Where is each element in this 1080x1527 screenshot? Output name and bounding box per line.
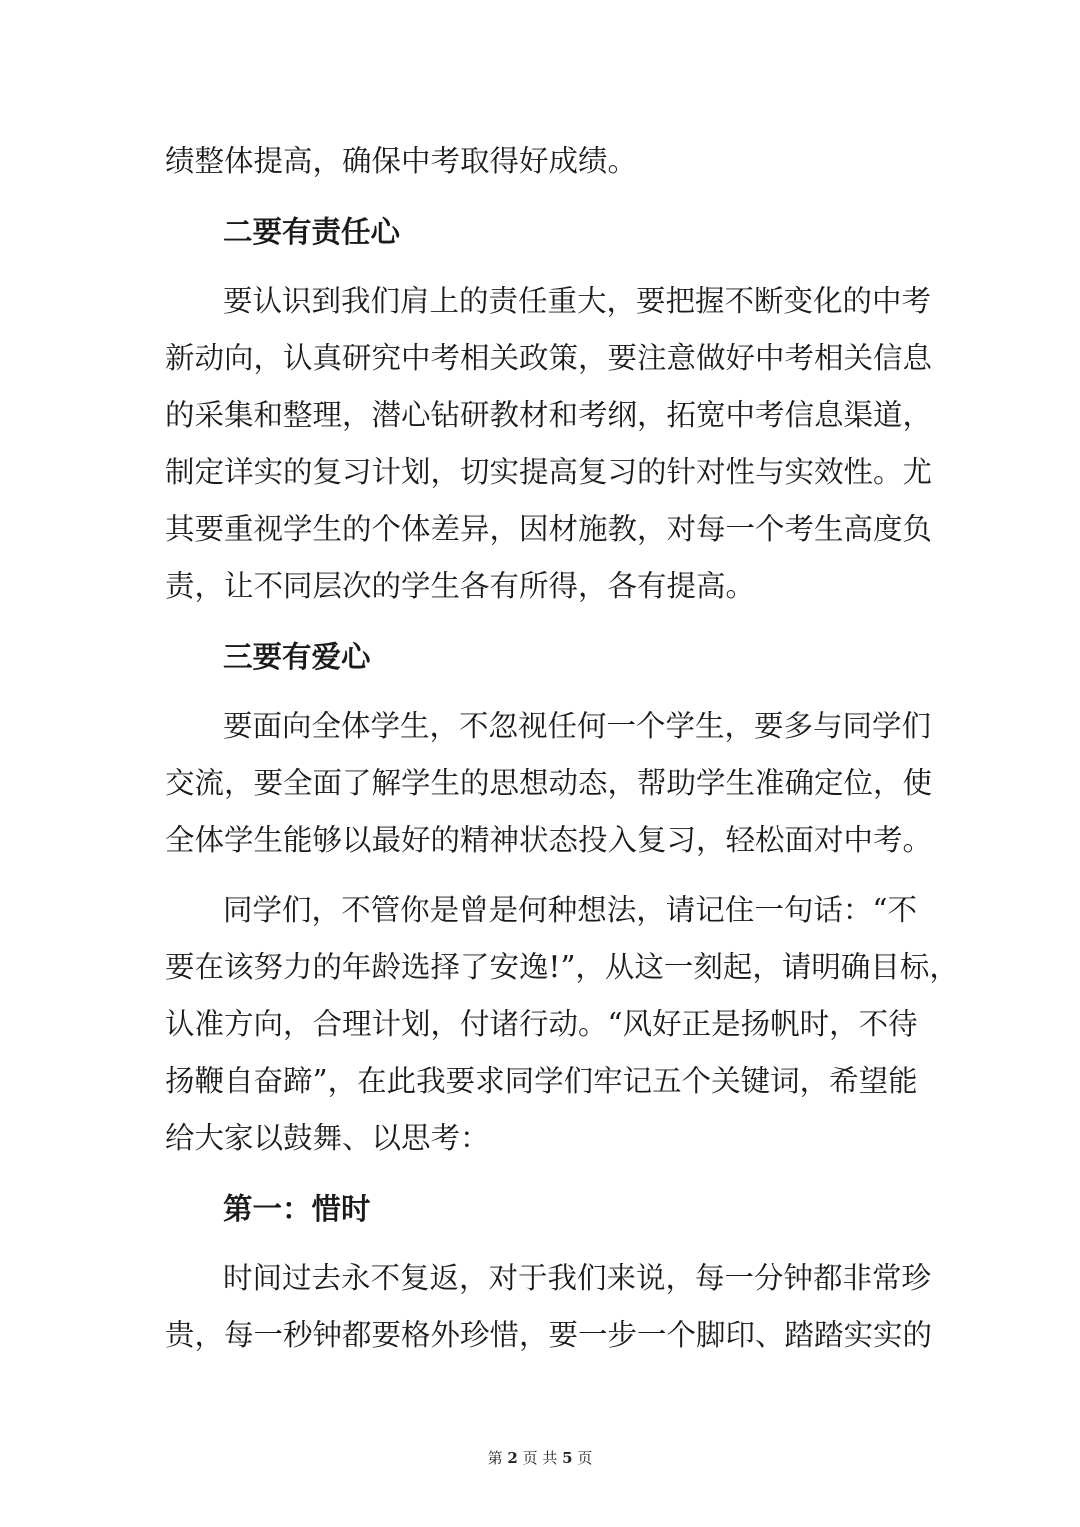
paragraph-line: 责，让不同层次的学生各有所得，各有提高。 [165,569,756,603]
paragraph-line: 全体学生能够以最好的精神状态投入复习，轻松面对中考。 [165,823,933,857]
paragraph-line: 其要重视学生的个体差异，因材施教，对每一个考生高度负 [165,512,933,546]
section-heading: 第一：惜时 [223,1191,371,1226]
paragraph-line: 制定详实的复习计划，切实提高复习的针对性与实效性。尤 [165,455,933,489]
current-page-number: 2 [507,1449,518,1467]
paragraph-line: 时间过去永不复返，对于我们来说，每一分钟都非常珍 [223,1261,932,1295]
paragraph-line: 给大家以鼓舞、以思考： [165,1121,490,1155]
paragraph-line: 新动向，认真研究中考相关政策，要注意做好中考相关信息 [165,341,933,375]
paragraph-line: 交流，要全面了解学生的思想动态，帮助学生准确定位，使 [165,766,933,800]
paragraph-line: 认准方向，合理计划，付诸行动。“风好正是扬帆时，不待 [165,1007,918,1041]
paragraph-line: 的采集和整理，潜心钻研教材和考纲，拓宽中考信息渠道， [165,398,933,432]
paragraph-line: 绩整体提高，确保中考取得好成绩。 [165,144,638,178]
paragraph-line: 要认识到我们肩上的责任重大，要把握不断变化的中考 [223,284,932,318]
section-heading: 三要有爱心 [223,639,371,674]
paragraph-line: 要在该努力的年龄选择了安逸!”，从这一刻起，请明确目标， [165,950,959,984]
paragraph-line: 贵，每一秒钟都要格外珍惜，要一步一个脚印、踏踏实实的 [165,1318,933,1352]
total-pages-number: 5 [562,1449,573,1467]
page-footer [0,1447,1080,1468]
paragraph-line: 要面向全体学生，不忽视任何一个学生，要多与同学们 [223,709,932,743]
footer-suffix: 页 [572,1449,593,1467]
footer-prefix: 第 [487,1449,508,1467]
section-heading: 二要有责任心 [223,214,401,249]
footer-middle: 页 共 [517,1449,563,1467]
paragraph-line: 扬鞭自奋蹄”，在此我要求同学们牢记五个关键词，希望能 [165,1064,918,1098]
paragraph-line: 同学们，不管你是曾是何种想法，请记住一句话：“不 [223,893,917,927]
